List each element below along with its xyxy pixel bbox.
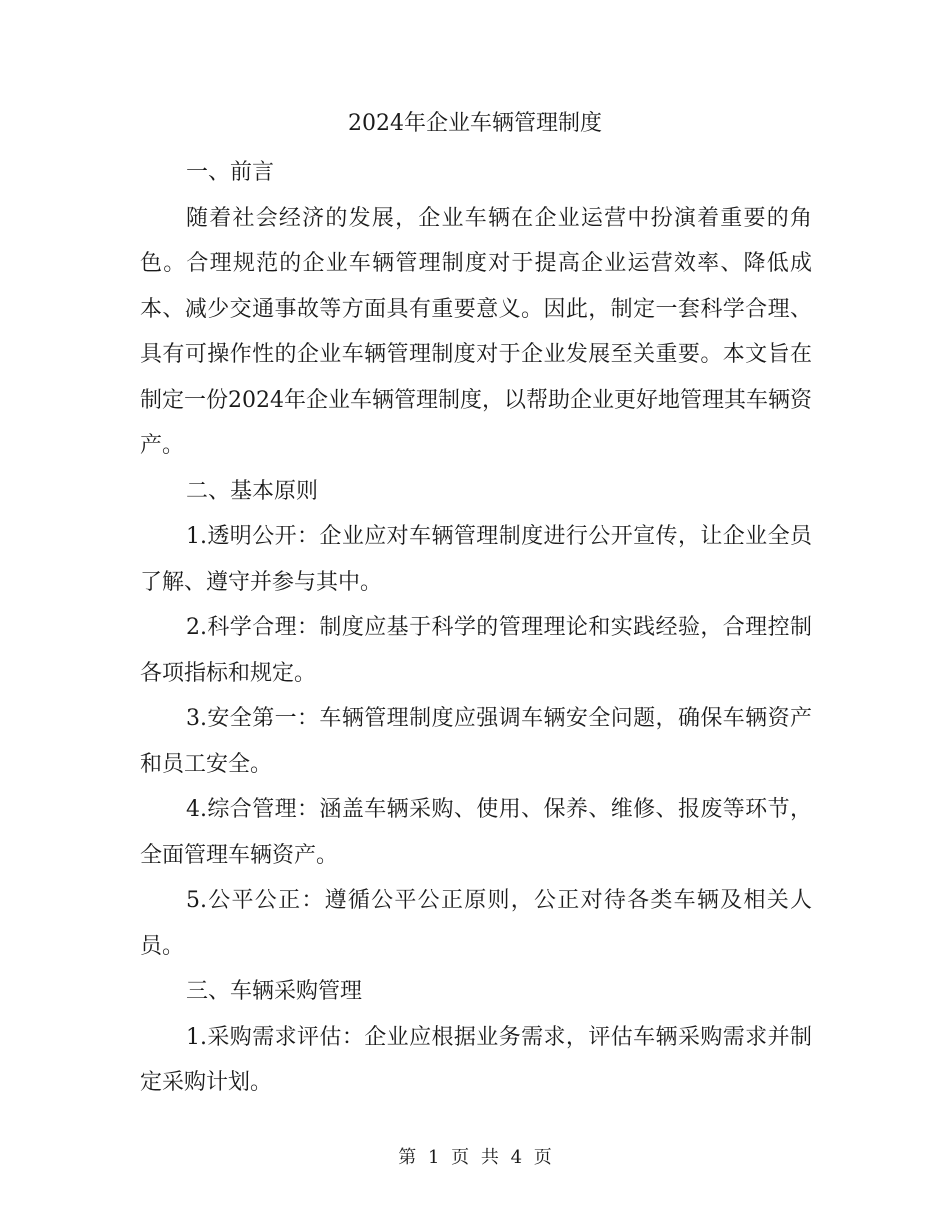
procurement-item-1: 1.采购需求评估：企业应根据业务需求，评估车辆采购需求并制定采购计划。 <box>140 1024 812 1095</box>
principle-item-2: 2.科学合理：制度应基于科学的管理理论和实践经验，合理控制各项指标和规定。 <box>140 615 812 686</box>
section-heading-principles: 二、基本原则 <box>186 478 319 504</box>
document-title: 2024年企业车辆管理制度 <box>348 111 602 136</box>
principle-item-1: 1.透明公开：企业应对车辆管理制度进行公开宣传，让企业全员了解、遵守并参与其中。 <box>140 524 812 595</box>
principle-item-4: 4.综合管理：涵盖车辆采购、使用、保养、维修、报废等环节，全面管理车辆资产。 <box>140 797 812 868</box>
section-heading-preface: 一、前言 <box>186 160 275 185</box>
section-heading-procurement: 三、车辆采购管理 <box>186 979 363 1004</box>
document-body <box>140 150 812 1106</box>
principle-item-5: 5.公平公正：遵循公平公正原则，公正对待各类车辆及相关人员。 <box>140 888 812 959</box>
principle-item-3: 3.安全第一：车辆管理制度应强调车辆安全问题，确保车辆资产和员工安全。 <box>140 706 812 777</box>
paragraph-preface: 随着社会经济的发展，企业车辆在企业运营中扮演着重要的角色。合理规范的企业车辆管理制度对于提高企业运营效率、降低成本、减少交通事故等方面具有重要意义。因此，制定一套科学合理、具有可操作性的企业车辆管理制度对于企业发展至关重要。本文旨在制定一份2024年企业车辆管理制度，以帮助企业更好地管理其车辆资产。 <box>140 205 812 458</box>
page-footer: 第 1 页 共 4 页 <box>398 1147 552 1168</box>
